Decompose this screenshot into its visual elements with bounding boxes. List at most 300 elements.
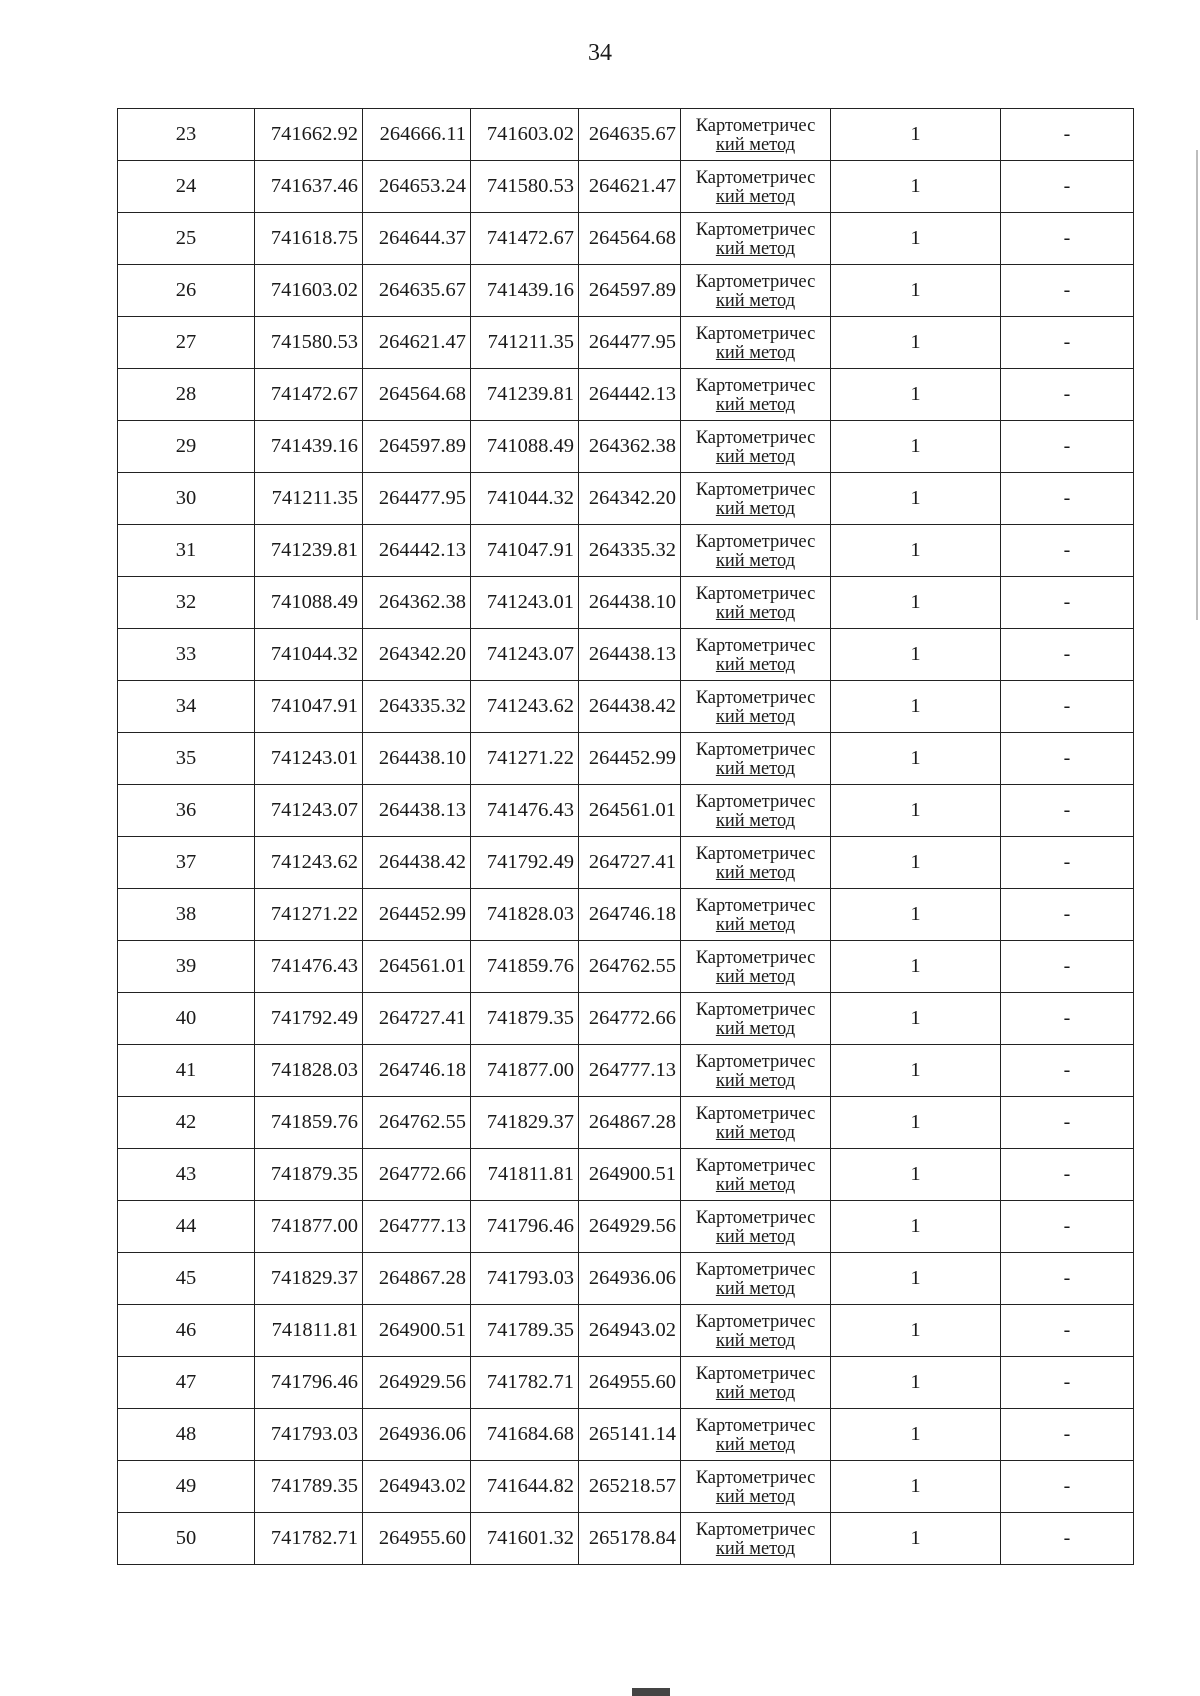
end-x-cell: 741439.16 bbox=[471, 265, 579, 317]
start-x-cell: 741796.46 bbox=[255, 1357, 363, 1409]
dash-cell: - bbox=[1001, 1357, 1134, 1409]
dash-cell: - bbox=[1001, 733, 1134, 785]
dash-cell: - bbox=[1001, 1045, 1134, 1097]
point-number-cell: 31 bbox=[118, 525, 255, 577]
method-cell bbox=[681, 161, 831, 213]
end-y-cell: 264772.66 bbox=[579, 993, 681, 1045]
end-y-cell: 264438.42 bbox=[579, 681, 681, 733]
start-y-cell: 264644.37 bbox=[363, 213, 471, 265]
end-y-cell: 264561.01 bbox=[579, 785, 681, 837]
end-y-cell: 264900.51 bbox=[579, 1149, 681, 1201]
start-x-cell: 741047.91 bbox=[255, 681, 363, 733]
start-y-cell: 264621.47 bbox=[363, 317, 471, 369]
end-x-cell: 741796.46 bbox=[471, 1201, 579, 1253]
count-cell: 1 bbox=[831, 629, 1001, 681]
end-x-cell: 741859.76 bbox=[471, 941, 579, 993]
count-cell: 1 bbox=[831, 1201, 1001, 1253]
count-cell: 1 bbox=[831, 1149, 1001, 1201]
table-row bbox=[118, 213, 1134, 265]
method-cell bbox=[681, 421, 831, 473]
end-y-cell: 264955.60 bbox=[579, 1357, 681, 1409]
point-number-cell: 44 bbox=[118, 1201, 255, 1253]
count-cell: 1 bbox=[831, 161, 1001, 213]
count-cell: 1 bbox=[831, 1097, 1001, 1149]
start-x-cell: 741782.71 bbox=[255, 1513, 363, 1565]
method-label-line2: кий метод bbox=[715, 290, 796, 311]
start-x-cell: 741271.22 bbox=[255, 889, 363, 941]
table-row bbox=[118, 1149, 1134, 1201]
end-y-cell: 264597.89 bbox=[579, 265, 681, 317]
dash-cell: - bbox=[1001, 369, 1134, 421]
end-y-cell: 265178.84 bbox=[579, 1513, 681, 1565]
end-x-cell: 741829.37 bbox=[471, 1097, 579, 1149]
method-label-line2: кий метод bbox=[715, 550, 796, 571]
dash-cell: - bbox=[1001, 1513, 1134, 1565]
end-y-cell: 264438.10 bbox=[579, 577, 681, 629]
table-row bbox=[118, 109, 1134, 161]
start-x-cell: 741618.75 bbox=[255, 213, 363, 265]
dash-cell: - bbox=[1001, 889, 1134, 941]
method-label-line2: кий метод bbox=[715, 1486, 796, 1507]
start-y-cell: 264653.24 bbox=[363, 161, 471, 213]
end-x-cell: 741877.00 bbox=[471, 1045, 579, 1097]
point-number-cell: 39 bbox=[118, 941, 255, 993]
method-label-line1: Картометричес bbox=[695, 1519, 816, 1540]
point-number-cell: 38 bbox=[118, 889, 255, 941]
end-x-cell: 741271.22 bbox=[471, 733, 579, 785]
start-x-cell: 741243.62 bbox=[255, 837, 363, 889]
start-x-cell: 741243.01 bbox=[255, 733, 363, 785]
coordinates-table bbox=[117, 108, 1134, 1565]
dash-cell: - bbox=[1001, 1201, 1134, 1253]
method-cell bbox=[681, 785, 831, 837]
start-x-cell: 741828.03 bbox=[255, 1045, 363, 1097]
method-cell bbox=[681, 1097, 831, 1149]
dash-cell: - bbox=[1001, 1097, 1134, 1149]
method-label-line2: кий метод bbox=[715, 1538, 796, 1559]
start-y-cell: 264362.38 bbox=[363, 577, 471, 629]
method-label-line1: Картометричес bbox=[695, 1415, 816, 1436]
method-label-line1: Картометричес bbox=[695, 583, 816, 604]
end-y-cell: 264442.13 bbox=[579, 369, 681, 421]
start-y-cell: 264955.60 bbox=[363, 1513, 471, 1565]
start-x-cell: 741044.32 bbox=[255, 629, 363, 681]
count-cell: 1 bbox=[831, 681, 1001, 733]
method-label-line2: кий метод bbox=[715, 1434, 796, 1455]
point-number-cell: 37 bbox=[118, 837, 255, 889]
point-number-cell: 23 bbox=[118, 109, 255, 161]
method-label-line2: кий метод bbox=[715, 342, 796, 363]
end-x-cell: 741243.62 bbox=[471, 681, 579, 733]
method-cell bbox=[681, 1305, 831, 1357]
end-x-cell: 741211.35 bbox=[471, 317, 579, 369]
point-number-cell: 47 bbox=[118, 1357, 255, 1409]
dash-cell: - bbox=[1001, 1149, 1134, 1201]
method-label-line1: Картометричес bbox=[695, 791, 816, 812]
point-number-cell: 45 bbox=[118, 1253, 255, 1305]
table-row bbox=[118, 1305, 1134, 1357]
method-cell bbox=[681, 1201, 831, 1253]
method-cell bbox=[681, 369, 831, 421]
table-row bbox=[118, 161, 1134, 213]
method-label-line1: Картометричес bbox=[695, 1207, 816, 1228]
count-cell: 1 bbox=[831, 941, 1001, 993]
end-x-cell: 741601.32 bbox=[471, 1513, 579, 1565]
method-label-line2: кий метод bbox=[715, 238, 796, 259]
point-number-cell: 30 bbox=[118, 473, 255, 525]
point-number-cell: 35 bbox=[118, 733, 255, 785]
count-cell: 1 bbox=[831, 1305, 1001, 1357]
start-y-cell: 264936.06 bbox=[363, 1409, 471, 1461]
start-y-cell: 264335.32 bbox=[363, 681, 471, 733]
end-y-cell: 264727.41 bbox=[579, 837, 681, 889]
method-label-line2: кий метод bbox=[715, 1070, 796, 1091]
start-x-cell: 741793.03 bbox=[255, 1409, 363, 1461]
method-label-line2: кий метод bbox=[715, 654, 796, 675]
method-label-line1: Картометричес bbox=[695, 1051, 816, 1072]
table-row bbox=[118, 1045, 1134, 1097]
dash-cell: - bbox=[1001, 629, 1134, 681]
start-y-cell: 264438.13 bbox=[363, 785, 471, 837]
method-label-line1: Картометричес bbox=[695, 427, 816, 448]
method-label-line1: Картометричес bbox=[695, 1363, 816, 1384]
start-y-cell: 264867.28 bbox=[363, 1253, 471, 1305]
count-cell: 1 bbox=[831, 1461, 1001, 1513]
count-cell: 1 bbox=[831, 993, 1001, 1045]
start-y-cell: 264727.41 bbox=[363, 993, 471, 1045]
dash-cell: - bbox=[1001, 265, 1134, 317]
end-x-cell: 741047.91 bbox=[471, 525, 579, 577]
count-cell: 1 bbox=[831, 525, 1001, 577]
method-cell bbox=[681, 733, 831, 785]
method-label-line1: Картометричес bbox=[695, 479, 816, 500]
method-cell bbox=[681, 109, 831, 161]
end-y-cell: 264635.67 bbox=[579, 109, 681, 161]
end-y-cell: 264867.28 bbox=[579, 1097, 681, 1149]
method-label-line2: кий метод bbox=[715, 134, 796, 155]
table-row bbox=[118, 1409, 1134, 1461]
method-label-line1: Картометричес bbox=[695, 323, 816, 344]
end-x-cell: 741580.53 bbox=[471, 161, 579, 213]
method-cell bbox=[681, 317, 831, 369]
method-cell bbox=[681, 681, 831, 733]
table-body bbox=[118, 109, 1134, 1565]
start-y-cell: 264943.02 bbox=[363, 1461, 471, 1513]
point-number-cell: 28 bbox=[118, 369, 255, 421]
count-cell: 1 bbox=[831, 837, 1001, 889]
method-label-line1: Картометричес bbox=[695, 531, 816, 552]
start-x-cell: 741859.76 bbox=[255, 1097, 363, 1149]
method-cell bbox=[681, 629, 831, 681]
dash-cell: - bbox=[1001, 109, 1134, 161]
end-x-cell: 741243.01 bbox=[471, 577, 579, 629]
dash-cell: - bbox=[1001, 577, 1134, 629]
table-row bbox=[118, 577, 1134, 629]
method-label-line2: кий метод bbox=[715, 1122, 796, 1143]
dash-cell: - bbox=[1001, 681, 1134, 733]
table-row bbox=[118, 941, 1134, 993]
end-y-cell: 264762.55 bbox=[579, 941, 681, 993]
end-x-cell: 741684.68 bbox=[471, 1409, 579, 1461]
table-row bbox=[118, 369, 1134, 421]
table-row bbox=[118, 993, 1134, 1045]
method-label-line2: кий метод bbox=[715, 810, 796, 831]
table-row bbox=[118, 525, 1134, 577]
start-y-cell: 264772.66 bbox=[363, 1149, 471, 1201]
dash-cell: - bbox=[1001, 1409, 1134, 1461]
dash-cell: - bbox=[1001, 421, 1134, 473]
method-label-line2: кий метод bbox=[715, 602, 796, 623]
end-y-cell: 264362.38 bbox=[579, 421, 681, 473]
point-number-cell: 49 bbox=[118, 1461, 255, 1513]
table-row bbox=[118, 681, 1134, 733]
point-number-cell: 36 bbox=[118, 785, 255, 837]
point-number-cell: 40 bbox=[118, 993, 255, 1045]
start-y-cell: 264564.68 bbox=[363, 369, 471, 421]
start-x-cell: 741211.35 bbox=[255, 473, 363, 525]
dash-cell: - bbox=[1001, 161, 1134, 213]
method-cell bbox=[681, 525, 831, 577]
table-row bbox=[118, 1461, 1134, 1513]
method-cell bbox=[681, 1461, 831, 1513]
point-number-cell: 50 bbox=[118, 1513, 255, 1565]
method-label-line1: Картометричес bbox=[695, 895, 816, 916]
point-number-cell: 24 bbox=[118, 161, 255, 213]
start-x-cell: 741439.16 bbox=[255, 421, 363, 473]
dash-cell: - bbox=[1001, 213, 1134, 265]
end-x-cell: 741243.07 bbox=[471, 629, 579, 681]
point-number-cell: 29 bbox=[118, 421, 255, 473]
method-cell bbox=[681, 577, 831, 629]
point-number-cell: 33 bbox=[118, 629, 255, 681]
method-label-line2: кий метод bbox=[715, 914, 796, 935]
count-cell: 1 bbox=[831, 213, 1001, 265]
start-x-cell: 741829.37 bbox=[255, 1253, 363, 1305]
end-x-cell: 741603.02 bbox=[471, 109, 579, 161]
end-y-cell: 265218.57 bbox=[579, 1461, 681, 1513]
end-x-cell: 741088.49 bbox=[471, 421, 579, 473]
end-x-cell: 741811.81 bbox=[471, 1149, 579, 1201]
count-cell: 1 bbox=[831, 421, 1001, 473]
end-y-cell: 264929.56 bbox=[579, 1201, 681, 1253]
method-label-line1: Картометричес bbox=[695, 635, 816, 656]
method-cell bbox=[681, 265, 831, 317]
method-label-line1: Картометричес bbox=[695, 115, 816, 136]
method-label-line1: Картометричес bbox=[695, 1155, 816, 1176]
start-x-cell: 741472.67 bbox=[255, 369, 363, 421]
end-x-cell: 741792.49 bbox=[471, 837, 579, 889]
end-y-cell: 264943.02 bbox=[579, 1305, 681, 1357]
start-y-cell: 264561.01 bbox=[363, 941, 471, 993]
start-y-cell: 264452.99 bbox=[363, 889, 471, 941]
point-number-cell: 41 bbox=[118, 1045, 255, 1097]
method-label-line2: кий метод bbox=[715, 186, 796, 207]
end-x-cell: 741793.03 bbox=[471, 1253, 579, 1305]
count-cell: 1 bbox=[831, 889, 1001, 941]
start-x-cell: 741476.43 bbox=[255, 941, 363, 993]
start-y-cell: 264442.13 bbox=[363, 525, 471, 577]
count-cell: 1 bbox=[831, 1513, 1001, 1565]
method-cell bbox=[681, 1045, 831, 1097]
scan-artifact-line bbox=[1196, 150, 1198, 620]
start-x-cell: 741662.92 bbox=[255, 109, 363, 161]
table-row bbox=[118, 837, 1134, 889]
count-cell: 1 bbox=[831, 265, 1001, 317]
end-y-cell: 264564.68 bbox=[579, 213, 681, 265]
end-x-cell: 741472.67 bbox=[471, 213, 579, 265]
method-label-line2: кий метод bbox=[715, 446, 796, 467]
point-number-cell: 32 bbox=[118, 577, 255, 629]
end-x-cell: 741476.43 bbox=[471, 785, 579, 837]
dash-cell: - bbox=[1001, 473, 1134, 525]
end-y-cell: 264936.06 bbox=[579, 1253, 681, 1305]
end-x-cell: 741879.35 bbox=[471, 993, 579, 1045]
table-row bbox=[118, 1201, 1134, 1253]
point-number-cell: 42 bbox=[118, 1097, 255, 1149]
end-x-cell: 741044.32 bbox=[471, 473, 579, 525]
start-x-cell: 741603.02 bbox=[255, 265, 363, 317]
start-y-cell: 264635.67 bbox=[363, 265, 471, 317]
start-x-cell: 741877.00 bbox=[255, 1201, 363, 1253]
start-y-cell: 264746.18 bbox=[363, 1045, 471, 1097]
table-row bbox=[118, 473, 1134, 525]
dash-cell: - bbox=[1001, 1461, 1134, 1513]
dash-cell: - bbox=[1001, 837, 1134, 889]
start-x-cell: 741243.07 bbox=[255, 785, 363, 837]
start-y-cell: 264342.20 bbox=[363, 629, 471, 681]
start-y-cell: 264929.56 bbox=[363, 1357, 471, 1409]
start-y-cell: 264597.89 bbox=[363, 421, 471, 473]
table-row bbox=[118, 1097, 1134, 1149]
dash-cell: - bbox=[1001, 785, 1134, 837]
end-y-cell: 264342.20 bbox=[579, 473, 681, 525]
method-cell bbox=[681, 1357, 831, 1409]
point-number-cell: 46 bbox=[118, 1305, 255, 1357]
count-cell: 1 bbox=[831, 577, 1001, 629]
count-cell: 1 bbox=[831, 369, 1001, 421]
table-row bbox=[118, 1513, 1134, 1565]
count-cell: 1 bbox=[831, 1409, 1001, 1461]
method-label-line1: Картометричес bbox=[695, 739, 816, 760]
method-label-line2: кий метод bbox=[715, 758, 796, 779]
page-number: 34 bbox=[588, 40, 612, 66]
start-y-cell: 264900.51 bbox=[363, 1305, 471, 1357]
end-y-cell: 264335.32 bbox=[579, 525, 681, 577]
method-label-line1: Картометричес bbox=[695, 843, 816, 864]
dash-cell: - bbox=[1001, 941, 1134, 993]
method-cell bbox=[681, 941, 831, 993]
count-cell: 1 bbox=[831, 1357, 1001, 1409]
dash-cell: - bbox=[1001, 525, 1134, 577]
method-cell bbox=[681, 1409, 831, 1461]
count-cell: 1 bbox=[831, 109, 1001, 161]
end-y-cell: 264777.13 bbox=[579, 1045, 681, 1097]
count-cell: 1 bbox=[831, 1045, 1001, 1097]
start-y-cell: 264438.10 bbox=[363, 733, 471, 785]
end-x-cell: 741644.82 bbox=[471, 1461, 579, 1513]
method-label-line2: кий метод bbox=[715, 966, 796, 987]
start-y-cell: 264666.11 bbox=[363, 109, 471, 161]
method-label-line2: кий метод bbox=[715, 1018, 796, 1039]
end-y-cell: 264477.95 bbox=[579, 317, 681, 369]
method-label-line1: Картометричес bbox=[695, 375, 816, 396]
start-x-cell: 741239.81 bbox=[255, 525, 363, 577]
start-x-cell: 741792.49 bbox=[255, 993, 363, 1045]
method-cell bbox=[681, 993, 831, 1045]
start-y-cell: 264477.95 bbox=[363, 473, 471, 525]
end-y-cell: 264746.18 bbox=[579, 889, 681, 941]
method-label-line2: кий метод bbox=[715, 1174, 796, 1195]
method-label-line1: Картометричес bbox=[695, 271, 816, 292]
start-x-cell: 741088.49 bbox=[255, 577, 363, 629]
method-cell bbox=[681, 473, 831, 525]
start-x-cell: 741789.35 bbox=[255, 1461, 363, 1513]
method-cell bbox=[681, 1149, 831, 1201]
method-label-line1: Картометричес bbox=[695, 999, 816, 1020]
method-label-line2: кий метод bbox=[715, 394, 796, 415]
point-number-cell: 26 bbox=[118, 265, 255, 317]
end-x-cell: 741239.81 bbox=[471, 369, 579, 421]
method-cell bbox=[681, 1253, 831, 1305]
method-label-line2: кий метод bbox=[715, 1382, 796, 1403]
start-x-cell: 741811.81 bbox=[255, 1305, 363, 1357]
table-row bbox=[118, 1357, 1134, 1409]
method-label-line2: кий метод bbox=[715, 1278, 796, 1299]
method-label-line1: Картометричес bbox=[695, 219, 816, 240]
table-row bbox=[118, 785, 1134, 837]
scan-artifact-tab bbox=[632, 1688, 670, 1696]
start-x-cell: 741637.46 bbox=[255, 161, 363, 213]
start-y-cell: 264777.13 bbox=[363, 1201, 471, 1253]
table-row bbox=[118, 733, 1134, 785]
end-y-cell: 264452.99 bbox=[579, 733, 681, 785]
method-label-line2: кий метод bbox=[715, 706, 796, 727]
method-label-line1: Картометричес bbox=[695, 1259, 816, 1280]
method-label-line1: Картометричес bbox=[695, 1103, 816, 1124]
end-x-cell: 741789.35 bbox=[471, 1305, 579, 1357]
point-number-cell: 25 bbox=[118, 213, 255, 265]
dash-cell: - bbox=[1001, 993, 1134, 1045]
point-number-cell: 48 bbox=[118, 1409, 255, 1461]
start-x-cell: 741879.35 bbox=[255, 1149, 363, 1201]
table-row bbox=[118, 421, 1134, 473]
point-number-cell: 43 bbox=[118, 1149, 255, 1201]
method-label-line2: кий метод bbox=[715, 862, 796, 883]
method-cell bbox=[681, 837, 831, 889]
table-row bbox=[118, 265, 1134, 317]
table-row bbox=[118, 317, 1134, 369]
method-cell bbox=[681, 213, 831, 265]
start-y-cell: 264438.42 bbox=[363, 837, 471, 889]
method-label-line1: Картометричес bbox=[695, 1467, 816, 1488]
count-cell: 1 bbox=[831, 317, 1001, 369]
count-cell: 1 bbox=[831, 785, 1001, 837]
dash-cell: - bbox=[1001, 317, 1134, 369]
count-cell: 1 bbox=[831, 733, 1001, 785]
end-y-cell: 264438.13 bbox=[579, 629, 681, 681]
start-x-cell: 741580.53 bbox=[255, 317, 363, 369]
method-label-line2: кий метод bbox=[715, 498, 796, 519]
point-number-cell: 34 bbox=[118, 681, 255, 733]
method-label-line1: Картометричес bbox=[695, 1311, 816, 1332]
end-x-cell: 741782.71 bbox=[471, 1357, 579, 1409]
count-cell: 1 bbox=[831, 1253, 1001, 1305]
start-y-cell: 264762.55 bbox=[363, 1097, 471, 1149]
end-y-cell: 265141.14 bbox=[579, 1409, 681, 1461]
dash-cell: - bbox=[1001, 1253, 1134, 1305]
method-cell bbox=[681, 889, 831, 941]
table-row bbox=[118, 629, 1134, 681]
